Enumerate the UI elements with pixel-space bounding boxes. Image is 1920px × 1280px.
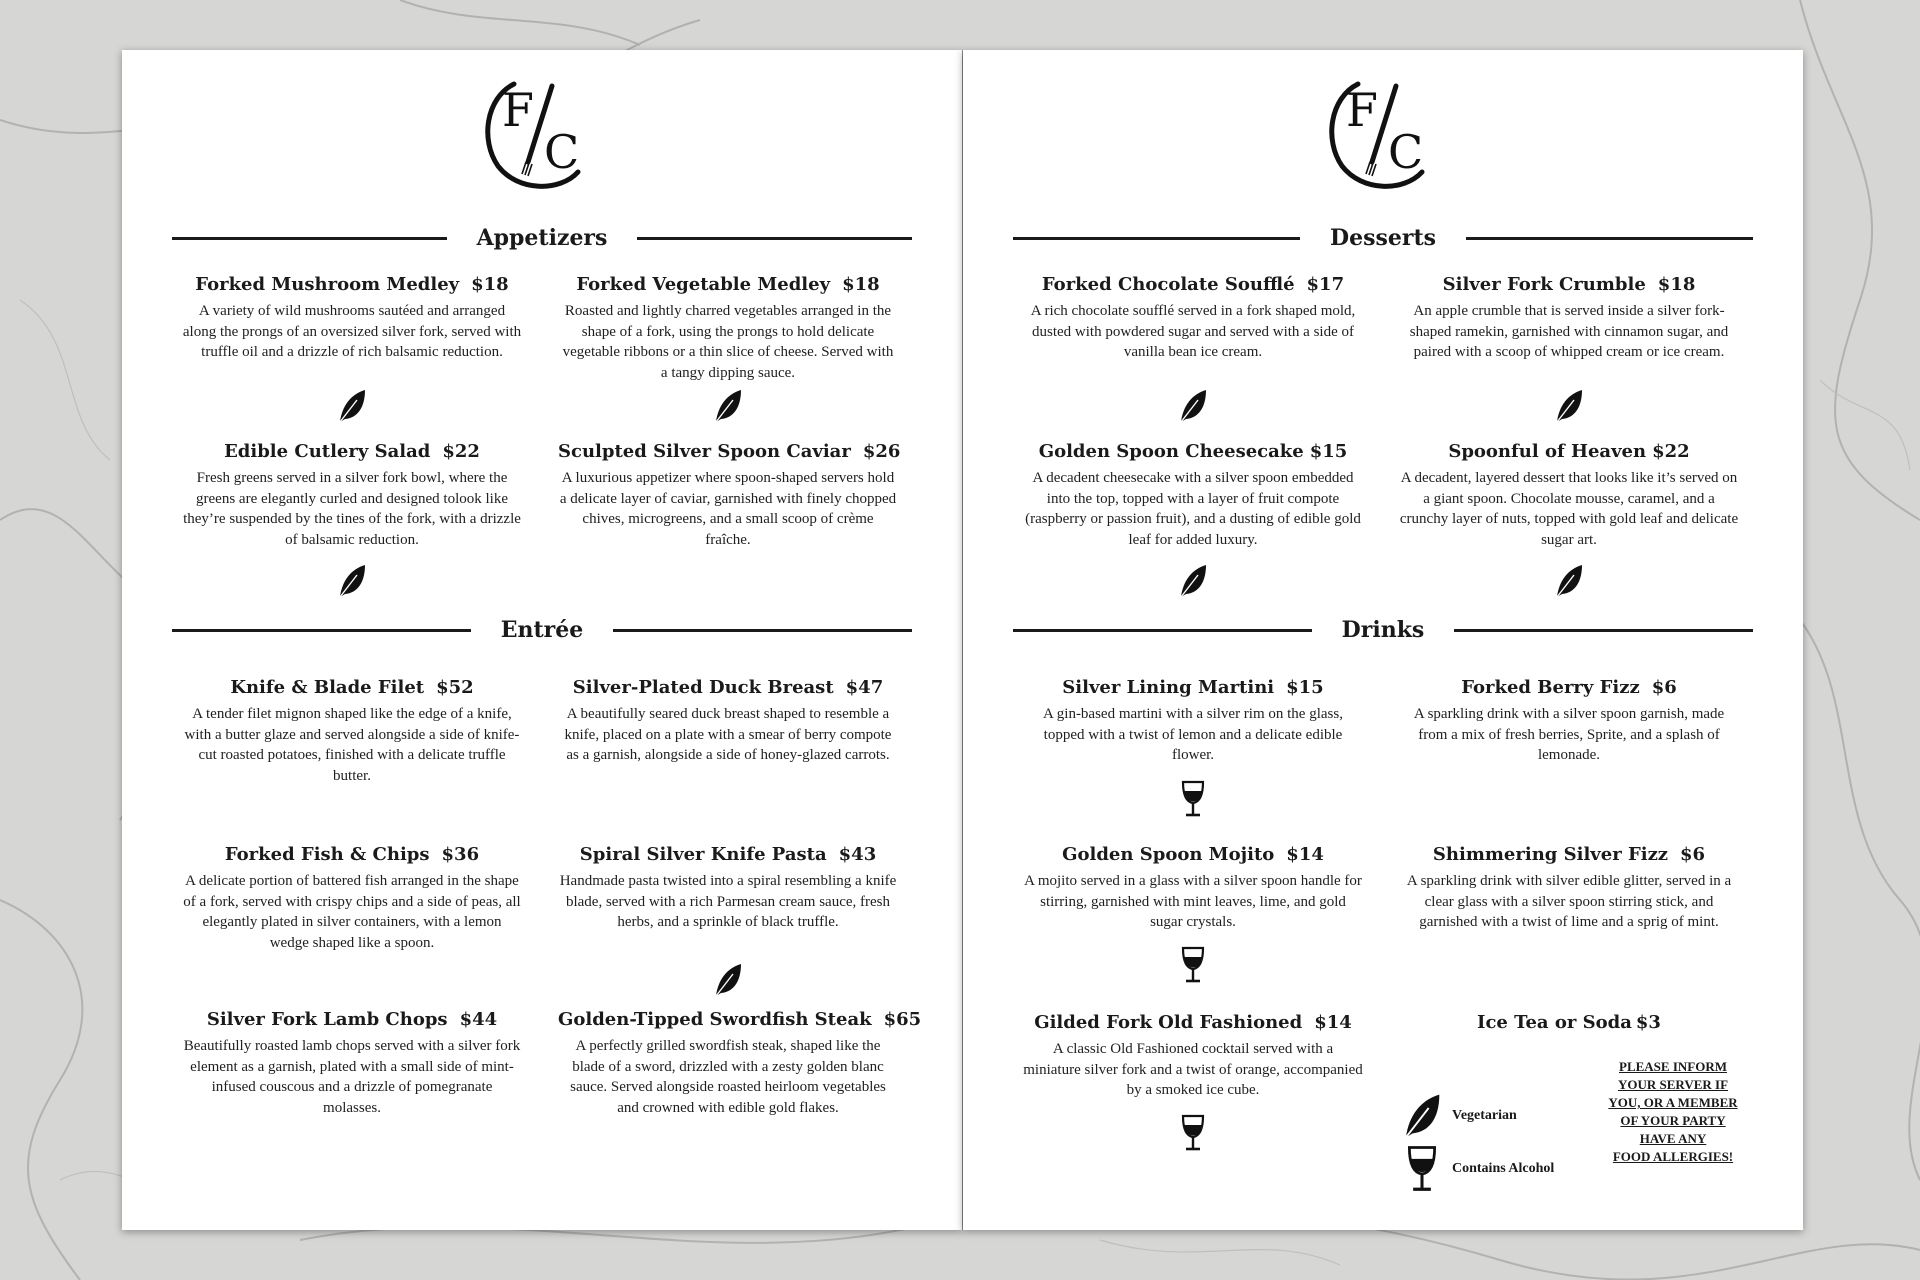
menu-item-description: An apple crumble that is served inside a silver fork-shaped ramekin, garnished with cinnamon sugar, and paired with a scoop of whipped cream or ice cream. (1409, 303, 1729, 360)
leaf-icon (713, 388, 743, 424)
menu-item (182, 677, 522, 786)
wine-glass-icon (1178, 780, 1208, 818)
section-header-appetizers (172, 218, 912, 258)
menu-item (1399, 1012, 1739, 1039)
wine-glass-icon (1178, 1114, 1208, 1152)
divider (1466, 237, 1753, 240)
menu-item-description: A decadent, layered dessert that looks like it’s served on a giant spoon. Chocolate mousse, caramel, and a crunchy layer of nuts, topped with gold leaf and delicate sugar art. (1399, 470, 1739, 548)
legend-vegetarian (1400, 1092, 1517, 1140)
svg-text:C: C (544, 125, 580, 179)
divider (172, 237, 447, 240)
menu-item-description: A perfectly grilled swordfish steak, shaped like the blade of a sword, drizzled with a zesty golden blanc sauce. Served alongside roasted heirloom vegetables and crowned with edible gold flakes. (570, 1038, 886, 1116)
menu-item (182, 441, 522, 550)
section-header-desserts (1013, 218, 1753, 258)
menu-item-description: A mojito served in a glass with a silver spoon handle for stirring, garnished with mint leaves, lime, and gold sugar crystals. (1024, 873, 1362, 930)
menu-item-description: A sparkling drink with a silver spoon garnish, made from a mix of fresh berries, Sprite, and a splash of lemonade. (1413, 706, 1725, 763)
divider (613, 629, 912, 632)
menu-item (558, 274, 898, 383)
menu-item (1399, 441, 1739, 550)
section-title: Appetizers (476, 225, 608, 251)
svg-text:F: F (1346, 83, 1378, 137)
menu-item-description: A beautifully seared duck breast shaped to resemble a knife, placed on a plate with a smear of berry compote as a garnish, alongside a side of honey-glazed carrots. (564, 706, 892, 763)
menu-item-description: A tender filet mignon shaped like the edge of a knife, with a butter glaze and served alongside a side of knife-cut roasted potatoes, finished with a delicate truffle butter. (184, 706, 520, 784)
notice-line: HAVE ANY (1639, 1131, 1707, 1146)
menu-item (558, 677, 898, 766)
menu-item-description: A variety of wild mushrooms sautéed and arranged along the prongs of an oversized silver fork, served with truffle oil and a drizzle of rich balsamic reduction. (182, 303, 522, 360)
menu-item (182, 844, 522, 953)
menu-item-title: Shimmering Silver Fizz $6 (1432, 844, 1706, 865)
menu-item (1023, 1012, 1363, 1101)
wine-glass-icon (1400, 1145, 1444, 1193)
menu-item (558, 1009, 922, 1118)
section-header-entree (172, 610, 912, 650)
divider (1013, 237, 1300, 240)
menu-item (1023, 677, 1363, 766)
divider (1013, 629, 1312, 632)
leaf-icon (337, 388, 367, 424)
section-title: Desserts (1330, 225, 1436, 251)
section-header-drinks (1013, 610, 1753, 650)
menu-item-description: A delicate portion of battered fish arranged in the shape of a fork, served with crispy chips and a side of peas, all elegantly plated in silver containers, with a lemon wedge shaped like a spoon. (183, 873, 521, 951)
menu-item-description: A decadent cheesecake with a silver spoon embedded into the top, topped with a layer of fruit compote (raspberry or passion fruit), and a dusting of edible gold leaf for added luxury. (1025, 470, 1361, 548)
legend-alcohol (1400, 1145, 1554, 1193)
menu-item (558, 441, 901, 550)
menu-item-title: Forked Vegetable Medley $18 (576, 274, 880, 295)
notice-line: FOOD ALLERGIES! (1612, 1149, 1734, 1164)
menu-item-description: A rich chocolate soufflé served in a fork shaped mold, dusted with powdered sugar and served with a side of vanilla bean ice cream. (1030, 303, 1356, 360)
allergy-notice (1593, 1058, 1753, 1166)
menu-item-title: Sculpted Silver Spoon Caviar $26 (558, 441, 901, 462)
divider (172, 629, 471, 632)
menu-item-description: A sparkling drink with silver edible glitter, served in a clear glass with a silver spoon stirring stick, and garnished with a twist of lime and a sprig of mint. (1406, 873, 1732, 930)
leaf-icon (713, 962, 743, 998)
menu-item (1399, 844, 1739, 933)
notice-line: PLEASE INFORM (1619, 1059, 1727, 1074)
menu-item (182, 1009, 522, 1118)
notice-line: YOU, OR A MEMBER (1608, 1095, 1738, 1110)
menu-item (1399, 677, 1739, 766)
wine-glass-icon (1178, 946, 1208, 984)
menu-item-title: Silver Fork Lamb Chops $44 (206, 1009, 498, 1030)
menu-item (1023, 274, 1363, 363)
leaf-icon (1554, 563, 1584, 599)
menu-item-title: Golden-Tipped Swordfish Steak $65 (558, 1009, 922, 1030)
menu-item (1023, 844, 1363, 933)
menu-item-title: Forked Chocolate Soufflé $17 (1041, 274, 1345, 295)
menu-item-title: Silver Lining Martini $15 (1062, 677, 1324, 698)
menu-item-title: Gilded Fork Old Fashioned $14 (1034, 1012, 1352, 1033)
section-title: Entrée (500, 617, 584, 643)
menu-item-title: Silver-Plated Duck Breast $47 (572, 677, 884, 698)
menu-item-title: Ice Tea or Soda $3 (1477, 1012, 1661, 1033)
menu-item-description: Fresh greens served in a silver fork bowl, where the greens are elegantly curled and designed tolook like they’re suspended by the tines of the fork, with a drizzle of balsamic reduction. (183, 470, 521, 548)
menu-item-title: Silver Fork Crumble $18 (1442, 274, 1696, 295)
divider (1454, 629, 1753, 632)
menu-item (558, 844, 898, 933)
leaf-icon (1178, 388, 1208, 424)
menu-item-description: A classic Old Fashioned cocktail served with a miniature silver fork and a twist of orange, accompanied by a smoked ice cube. (1023, 1041, 1363, 1098)
leaf-icon (337, 563, 367, 599)
menu-item-title: Golden Spoon Cheesecake $15 (1038, 441, 1348, 462)
menu-item-description: A gin-based martini with a silver rim on the glass, topped with a twist of lemon and a delicate edible flower. (1043, 706, 1343, 763)
menu-item-title: Edible Cutlery Salad $22 (224, 441, 480, 462)
menu-item-title: Knife & Blade Filet $52 (230, 677, 474, 698)
fork-crescent-logo-icon (1318, 68, 1448, 198)
section-title: Drinks (1341, 617, 1425, 643)
leaf-icon (1400, 1092, 1444, 1140)
menu-page-left (122, 50, 962, 1230)
menu-item (182, 274, 522, 363)
svg-text:F: F (502, 83, 534, 137)
menu-item (1023, 441, 1363, 550)
menu-item-description: Roasted and lightly charred vegetables arranged in the shape of a fork, using the prongs to hold delicate vegetable ribbons or a thin slice of cheese. Served with a tangy dipping sauce. (562, 303, 894, 381)
menu-item-title: Spoonful of Heaven $22 (1448, 441, 1690, 462)
logo (1318, 68, 1448, 198)
menu-item-title: Spiral Silver Knife Pasta $43 (579, 844, 877, 865)
menu-item-description: Handmade pasta twisted into a spiral resembling a knife blade, served with a rich Parmesan cream sauce, fresh herbs, and a sprinkle of black truffle. (559, 873, 897, 930)
legend-label: Vegetarian (1452, 1108, 1517, 1123)
menu-item-title: Golden Spoon Mojito $14 (1062, 844, 1324, 865)
leaf-icon (1554, 388, 1584, 424)
menu-item (1399, 274, 1739, 363)
notice-line: OF YOUR PARTY (1620, 1113, 1726, 1128)
legend-label: Contains Alcohol (1452, 1161, 1555, 1176)
logo (474, 68, 604, 198)
menu-item-description: Beautifully roasted lamb chops served with a silver fork element as a garnish, plated with a small side of mint-infused couscous and a drizzle of pomegranate molasses. (183, 1038, 521, 1116)
fork-crescent-logo-icon (474, 68, 604, 198)
menu-item-description: A luxurious appetizer where spoon-shaped servers hold a delicate layer of caviar, garnished with finely chopped chives, microgreens, and a small scoop of crème fraîche. (559, 470, 897, 548)
menu-item-title: Forked Berry Fizz $6 (1461, 677, 1677, 698)
leaf-icon (1178, 563, 1208, 599)
svg-text:C: C (1388, 125, 1424, 179)
menu-page-right (963, 50, 1803, 1230)
notice-line: YOUR SERVER IF (1617, 1077, 1729, 1092)
divider (637, 237, 912, 240)
menu-item-title: Forked Fish & Chips $36 (224, 844, 480, 865)
menu-item-title: Forked Mushroom Medley $18 (195, 274, 509, 295)
